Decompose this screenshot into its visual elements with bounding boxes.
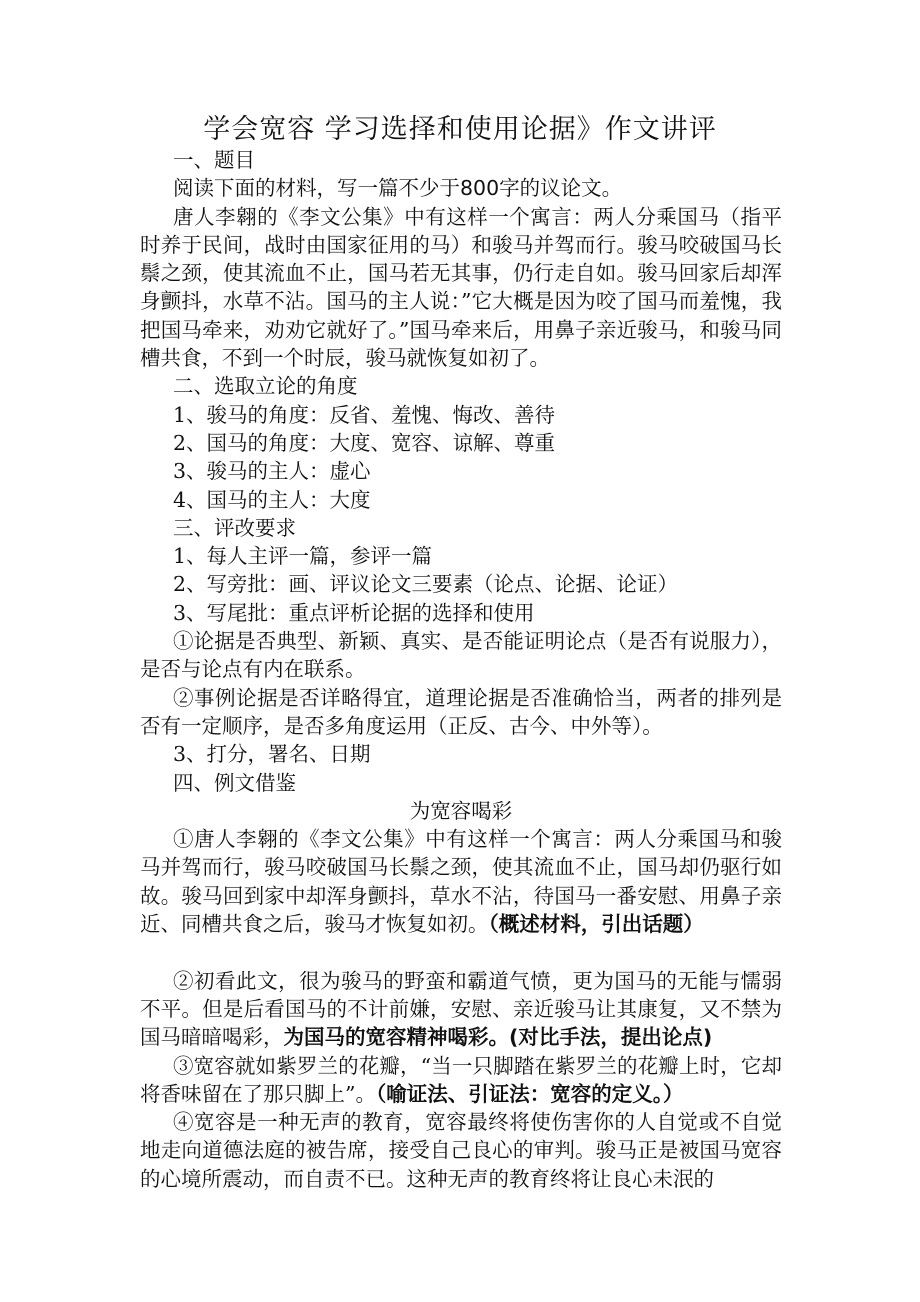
section-heading-angles: 二、选取立论的角度 (173, 374, 358, 399)
prompt-paragraph (140, 174, 782, 202)
section-heading-example: 四、例文借鉴 (173, 770, 296, 795)
angle-item: 1、骏马的角度：反省、羞愧、悔改、善待 (173, 402, 556, 427)
blank-line (140, 938, 782, 966)
requirement-subitem: ②事例论据是否详略得宜，道理论据是否准确恰当，两者的排列是否有一定顺序，是否多角度运用（正反、古今、中外等）。 (140, 685, 782, 738)
requirement-subitem: ①论据是否典型、新颖、真实、是否能证明论点（是否有说服力），是否与论点有内在联系。 (140, 629, 782, 682)
prompt-word-count: 800 (460, 176, 500, 201)
essay-paragraph-4: ④宽容是一种无声的教育，宽容最终将使伤害你的人自觉或不自觉地走向道德法庭的被告席，接受自己良心的审判。骏马正是被国马宽容的心境所震动，而自责不已。这种无声的教育终将让良心未泯的 (140, 1110, 782, 1191)
annotation-note: （喻证法、引证法：宽容的定义。） (375, 1081, 684, 1106)
material-paragraph: 唐人李翱的《李文公集》中有这样一个寓言：两人分乘国马（指平时养于民间，战时由国家征用的马）和骏马并驾而行。骏马咬破国马长鬃之颈，使其流血不止，国马若无其事，仍行走自如。骏马回家后却浑身颤抖，水草不沾。国马的主人说：”它大概是因为咬了国马而羞愧，我把国马牵来，劝劝它就好了。”国马牵来后，用鼻子亲近骏马，和骏马同槽共食，不到一个时辰，骏马就恢复如初了。 (140, 204, 782, 371)
document-body (140, 146, 782, 1193)
thesis-highlight: 为国马的宽容精神喝彩。 (283, 1025, 509, 1050)
requirement-item: 3、打分，署名、日期 (173, 742, 371, 767)
document-title: 学会宽容 学习选择和使用论据》作文讲评 (203, 114, 717, 145)
annotation-note: （概述材料，引出话题） (488, 912, 704, 937)
essay-paragraph-2 (140, 967, 782, 1052)
essay-paragraph-3 (140, 1052, 782, 1109)
prompt-text-b: 字的议论文。 (499, 176, 623, 201)
essay-paragraph-text: ①唐人李翱的《李文公集》中有这样一个寓言：两人分乘国马和骏马并驾而行，骏马咬破国马长鬃之颈，使其流血不止，国马却仍驱行如故。骏马回到家中却浑身颤抖，草水不沾，待国马一番安慰、用鼻子亲近、同槽共食之后，骏马才恢复如初。 (140, 827, 782, 937)
prompt-text-a: 阅读下面的材料，写一篇不少于 (173, 176, 460, 201)
section-heading-requirements: 三、评改要求 (173, 515, 296, 540)
angle-item: 4、国马的主人：大度 (173, 487, 371, 512)
essay-paragraph-1 (140, 825, 782, 938)
requirement-item: 1、每人主评一篇，参评一篇 (173, 544, 433, 569)
essay-paragraph-text: ③宽容就如紫罗兰的花瓣，“当一只脚踏在紫罗兰的花瓣上时，它却将香味留在了那只脚上”。 (140, 1053, 782, 1106)
angle-item: 3、骏马的主人：虚心 (173, 459, 371, 484)
requirement-item: 2、写旁批：画、评议论文三要素（论点、论据、论证） (173, 572, 679, 597)
essay-paragraph-text: ②初看此文，很为骏马的野蛮和霸道气愤，更为国马的无能与懦弱不平。但是后看国马的不计前嫌，安慰、亲近骏马让其康复，又不禁为国马暗暗喝彩， (140, 968, 782, 1050)
angle-item: 2、国马的角度：大度、宽容、谅解、尊重 (173, 430, 556, 455)
requirement-item: 3、写尾批：重点评析论据的选择和使用 (173, 600, 535, 625)
essay-title: 为宽容喝彩 (409, 798, 513, 823)
annotation-note: (对比手法，提出论点) (509, 1025, 713, 1050)
section-heading-topic: 一、题目 (173, 148, 255, 172)
